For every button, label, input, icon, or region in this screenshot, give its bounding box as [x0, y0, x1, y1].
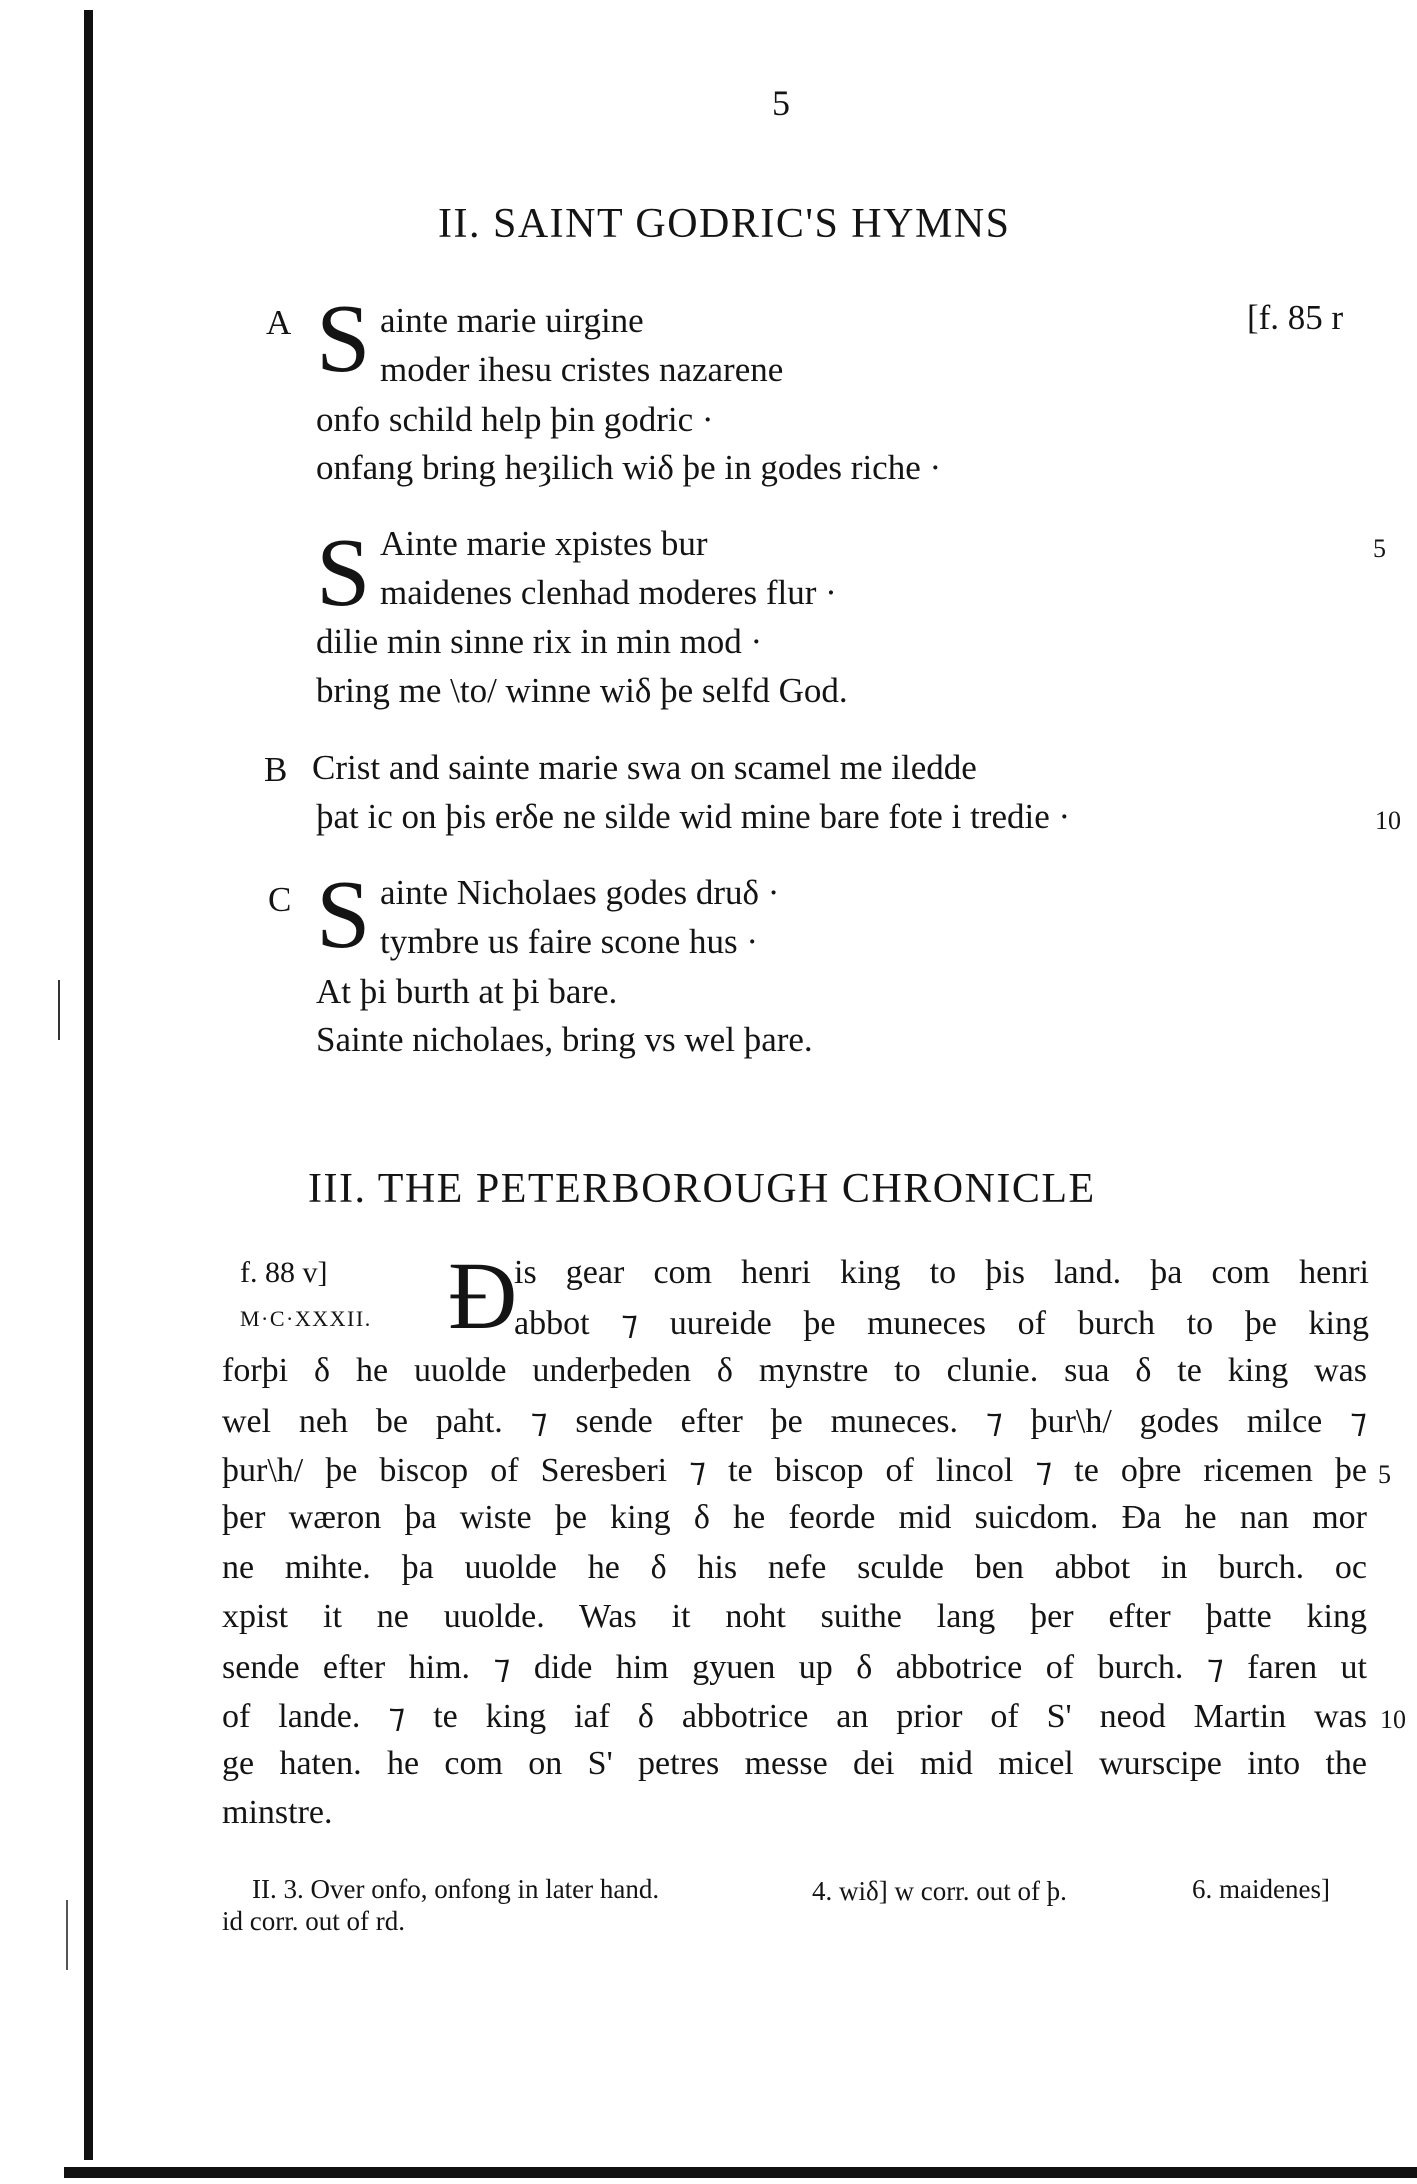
page-bottom-edge [64, 2167, 1417, 2178]
binding-edge [84, 10, 93, 2160]
prose-line: þer wæron þa wiste þe king δ he feorde mid suicdom. Ða he nan mor [222, 1499, 1367, 1536]
verse-line: At þi burth at þi bare. [316, 972, 618, 1011]
verse-line: Ainte marie xpistes bur [380, 524, 708, 563]
verse-line: Sainte nicholaes, bring vs wel þare. [316, 1020, 813, 1059]
line-number: 10 [1380, 1705, 1406, 1734]
drop-cap-initial: S [316, 861, 371, 969]
prose-line: of lande. ⁊ te king iaf δ abbotrice an prior of S' neod Martin was [222, 1698, 1367, 1735]
footnote: id corr. out of rd. [222, 1906, 405, 1936]
footnote: 6. maidenes] [1192, 1874, 1330, 1904]
prose-line: ge haten. he com on S' petres messe dei mid micel wurscipe into the [222, 1745, 1367, 1782]
prose-line: wel neh be paht. ⁊ sende efter þe muneces. ⁊ þur\h/ godes milce ⁊ [222, 1403, 1367, 1440]
verse-line: ainte Nicholaes godes druδ · [380, 873, 780, 912]
hymn-label-c: C [268, 880, 292, 919]
margin-mark [66, 1900, 68, 1970]
verse-line: moder ihesu cristes nazarene [380, 350, 784, 389]
prose-line: abbot ⁊ uureide þe muneces of burch to þe king [514, 1305, 1369, 1342]
verse-line: onfo schild help þin godric · [316, 400, 714, 439]
drop-cap-initial: Ð [448, 1242, 518, 1349]
prose-line: þur\h/ þe biscop of Seresberi ⁊ te biscop of lincol ⁊ te oþre ricemen þe [222, 1452, 1367, 1489]
year-marker: M·C·XXXII. [240, 1306, 372, 1331]
prose-line: is gear com henri king to þis land. þa com henri [514, 1254, 1369, 1291]
folio-reference: [f. 85 r [1247, 298, 1344, 337]
verse-line: onfang bring heȝilich wiδ þe in godes riche · [316, 448, 942, 487]
section-heading-hymns: II. SAINT GODRIC'S HYMNS [438, 201, 1011, 247]
verse-line: ainte marie uirgine [380, 301, 644, 340]
prose-line: forþi δ he uuolde underþeden δ mynstre to clunie. sua δ te king was [222, 1352, 1367, 1389]
margin-mark [58, 980, 60, 1040]
drop-cap-initial: S [316, 519, 371, 627]
verse-line: tymbre us faire scone hus · [380, 922, 759, 961]
folio-reference: f. 88 v] [240, 1256, 328, 1289]
verse-line: dilie min sinne rix in min mod · [316, 622, 763, 661]
verse-line: Crist and sainte marie swa on scamel me iledde [312, 748, 977, 787]
line-number: 5 [1373, 534, 1386, 563]
hymn-label-b: B [264, 750, 288, 789]
footnote: II. 3. Over onfo, onfong in later hand. [252, 1874, 660, 1904]
verse-line: bring me \to/ winne wiδ þe selfd God. [316, 671, 848, 710]
prose-line: minstre. [222, 1794, 333, 1831]
prose-line: sende efter him. ⁊ dide him gyuen up δ abbotrice of burch. ⁊ faren ut [222, 1649, 1367, 1686]
prose-line: xpist it ne uuolde. Was it noht suithe lang þer efter þatte king [222, 1598, 1367, 1635]
drop-cap-initial: S [316, 285, 371, 393]
line-number: 10 [1375, 806, 1401, 835]
line-number: 5 [1378, 1460, 1391, 1489]
verse-line: maidenes clenhad moderes flur · [380, 573, 837, 612]
prose-line: ne mihte. þa uuolde he δ his nefe sculde ben abbot in burch. oc [222, 1549, 1367, 1586]
page-number: 5 [772, 83, 790, 123]
section-heading-chronicle: III. THE PETERBOROUGH CHRONICLE [308, 1166, 1096, 1212]
footnote: 4. wiδ] w corr. out of þ. [812, 1876, 1067, 1906]
verse-line: þat ic on þis erδe ne silde wid mine bare fote i tredie · [316, 797, 1071, 836]
hymn-label-a: A [266, 303, 292, 342]
